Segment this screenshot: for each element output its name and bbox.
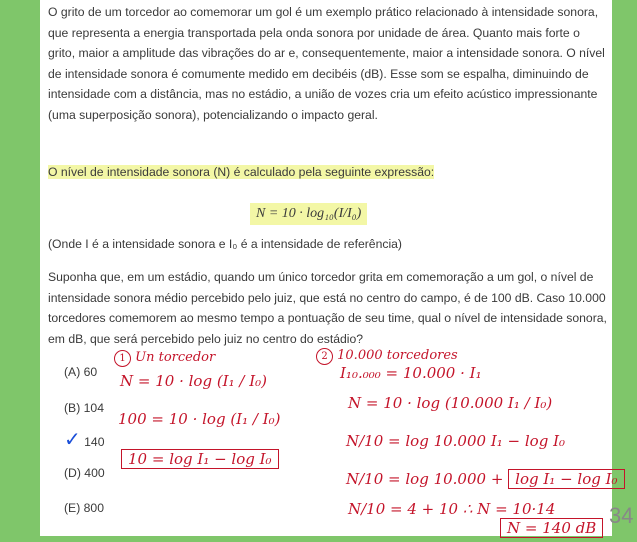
step2-line4-prefix: N/10 = log 10.000 + <box>346 470 504 488</box>
option-e[interactable]: (E) 800 <box>64 501 104 515</box>
step2-header <box>316 348 458 365</box>
step1-line1: N = 10 · log (I₁ / I₀) <box>120 372 267 390</box>
step2-line3: N/10 = log 10.000 I₁ − log I₀ <box>346 432 566 450</box>
intro-paragraph: O grito de um torcedor ao comemorar um gol é um exemplo prático relacionado à intensidade sonora, que representa a energia transportada pela onda sonora por unidade de área. Quanto mais forte o grito, maior a amplitude das vibrações do ar e, consequentemente, maior a intensidade sonora. O nível de intensidade sonora é comumente medido em decibéis (dB). Esse som se espalha, diminuindo de intensidade com a distância, mas no estádio, a união de vozes cria um efeito acústico impressionante (uma superposição sonora), potencializando o impacto geral. <box>48 5 605 122</box>
step1-number: 1 <box>114 350 131 367</box>
option-a[interactable]: (A) 60 <box>64 365 98 379</box>
green-frame-left <box>0 0 40 542</box>
green-frame-right <box>612 0 637 542</box>
scenario-paragraph: Suponha que, em um estádio, quando um único torcedor grita em comemoração a um gol, o nível de intensidade sonora médio percebido pelo juiz, que está no centro do campo, é de 100 dB. Caso 10.000 torcedores comemorem ao mesmo tempo a pontuação de seu time, qual o nível de intensidade sonora, em dB, que será percebido pelo juiz no centro do estádio? <box>48 270 607 346</box>
formula-legend: (Onde I é a intensidade sonora e I₀ é a intensidade de referência) <box>48 237 402 251</box>
step2-result: N = 140 dB <box>500 518 603 538</box>
option-b[interactable]: (B) 104 <box>64 401 104 415</box>
step2-title: 10.000 torcedores <box>337 348 458 363</box>
step2-line5: N/10 = 4 + 10 ∴ N = 10·14 <box>348 500 556 518</box>
formula: N = 10 · log₁₀(I/I₀) <box>250 203 367 225</box>
step2-number: 2 <box>316 348 333 365</box>
step2-line4-boxed: log I₁ − log I₀ <box>508 469 624 489</box>
step1-boxed-equation: 10 = log I₁ − log I₀ <box>121 449 279 469</box>
step1-line2: 100 = 10 · log (I₁ / I₀) <box>118 410 281 428</box>
option-c-label: 140 <box>84 435 105 449</box>
step2-line2: N = 10 · log (10.000 I₁ / I₀) <box>348 394 553 412</box>
step2-line4 <box>346 470 625 488</box>
page-number: 34 <box>609 503 634 528</box>
option-d[interactable]: (D) 400 <box>64 466 105 480</box>
step2-line1: I₁₀.₀₀₀ = 10.000 · I₁ <box>340 364 482 382</box>
step1-header <box>114 350 215 367</box>
formula-intro: O nível de intensidade sonora (N) é calculado pela seguinte expressão: <box>48 165 435 179</box>
option-c[interactable] <box>64 430 105 453</box>
checkmark-icon: ✓ <box>64 429 81 451</box>
step1-title: Un torcedor <box>135 350 216 365</box>
